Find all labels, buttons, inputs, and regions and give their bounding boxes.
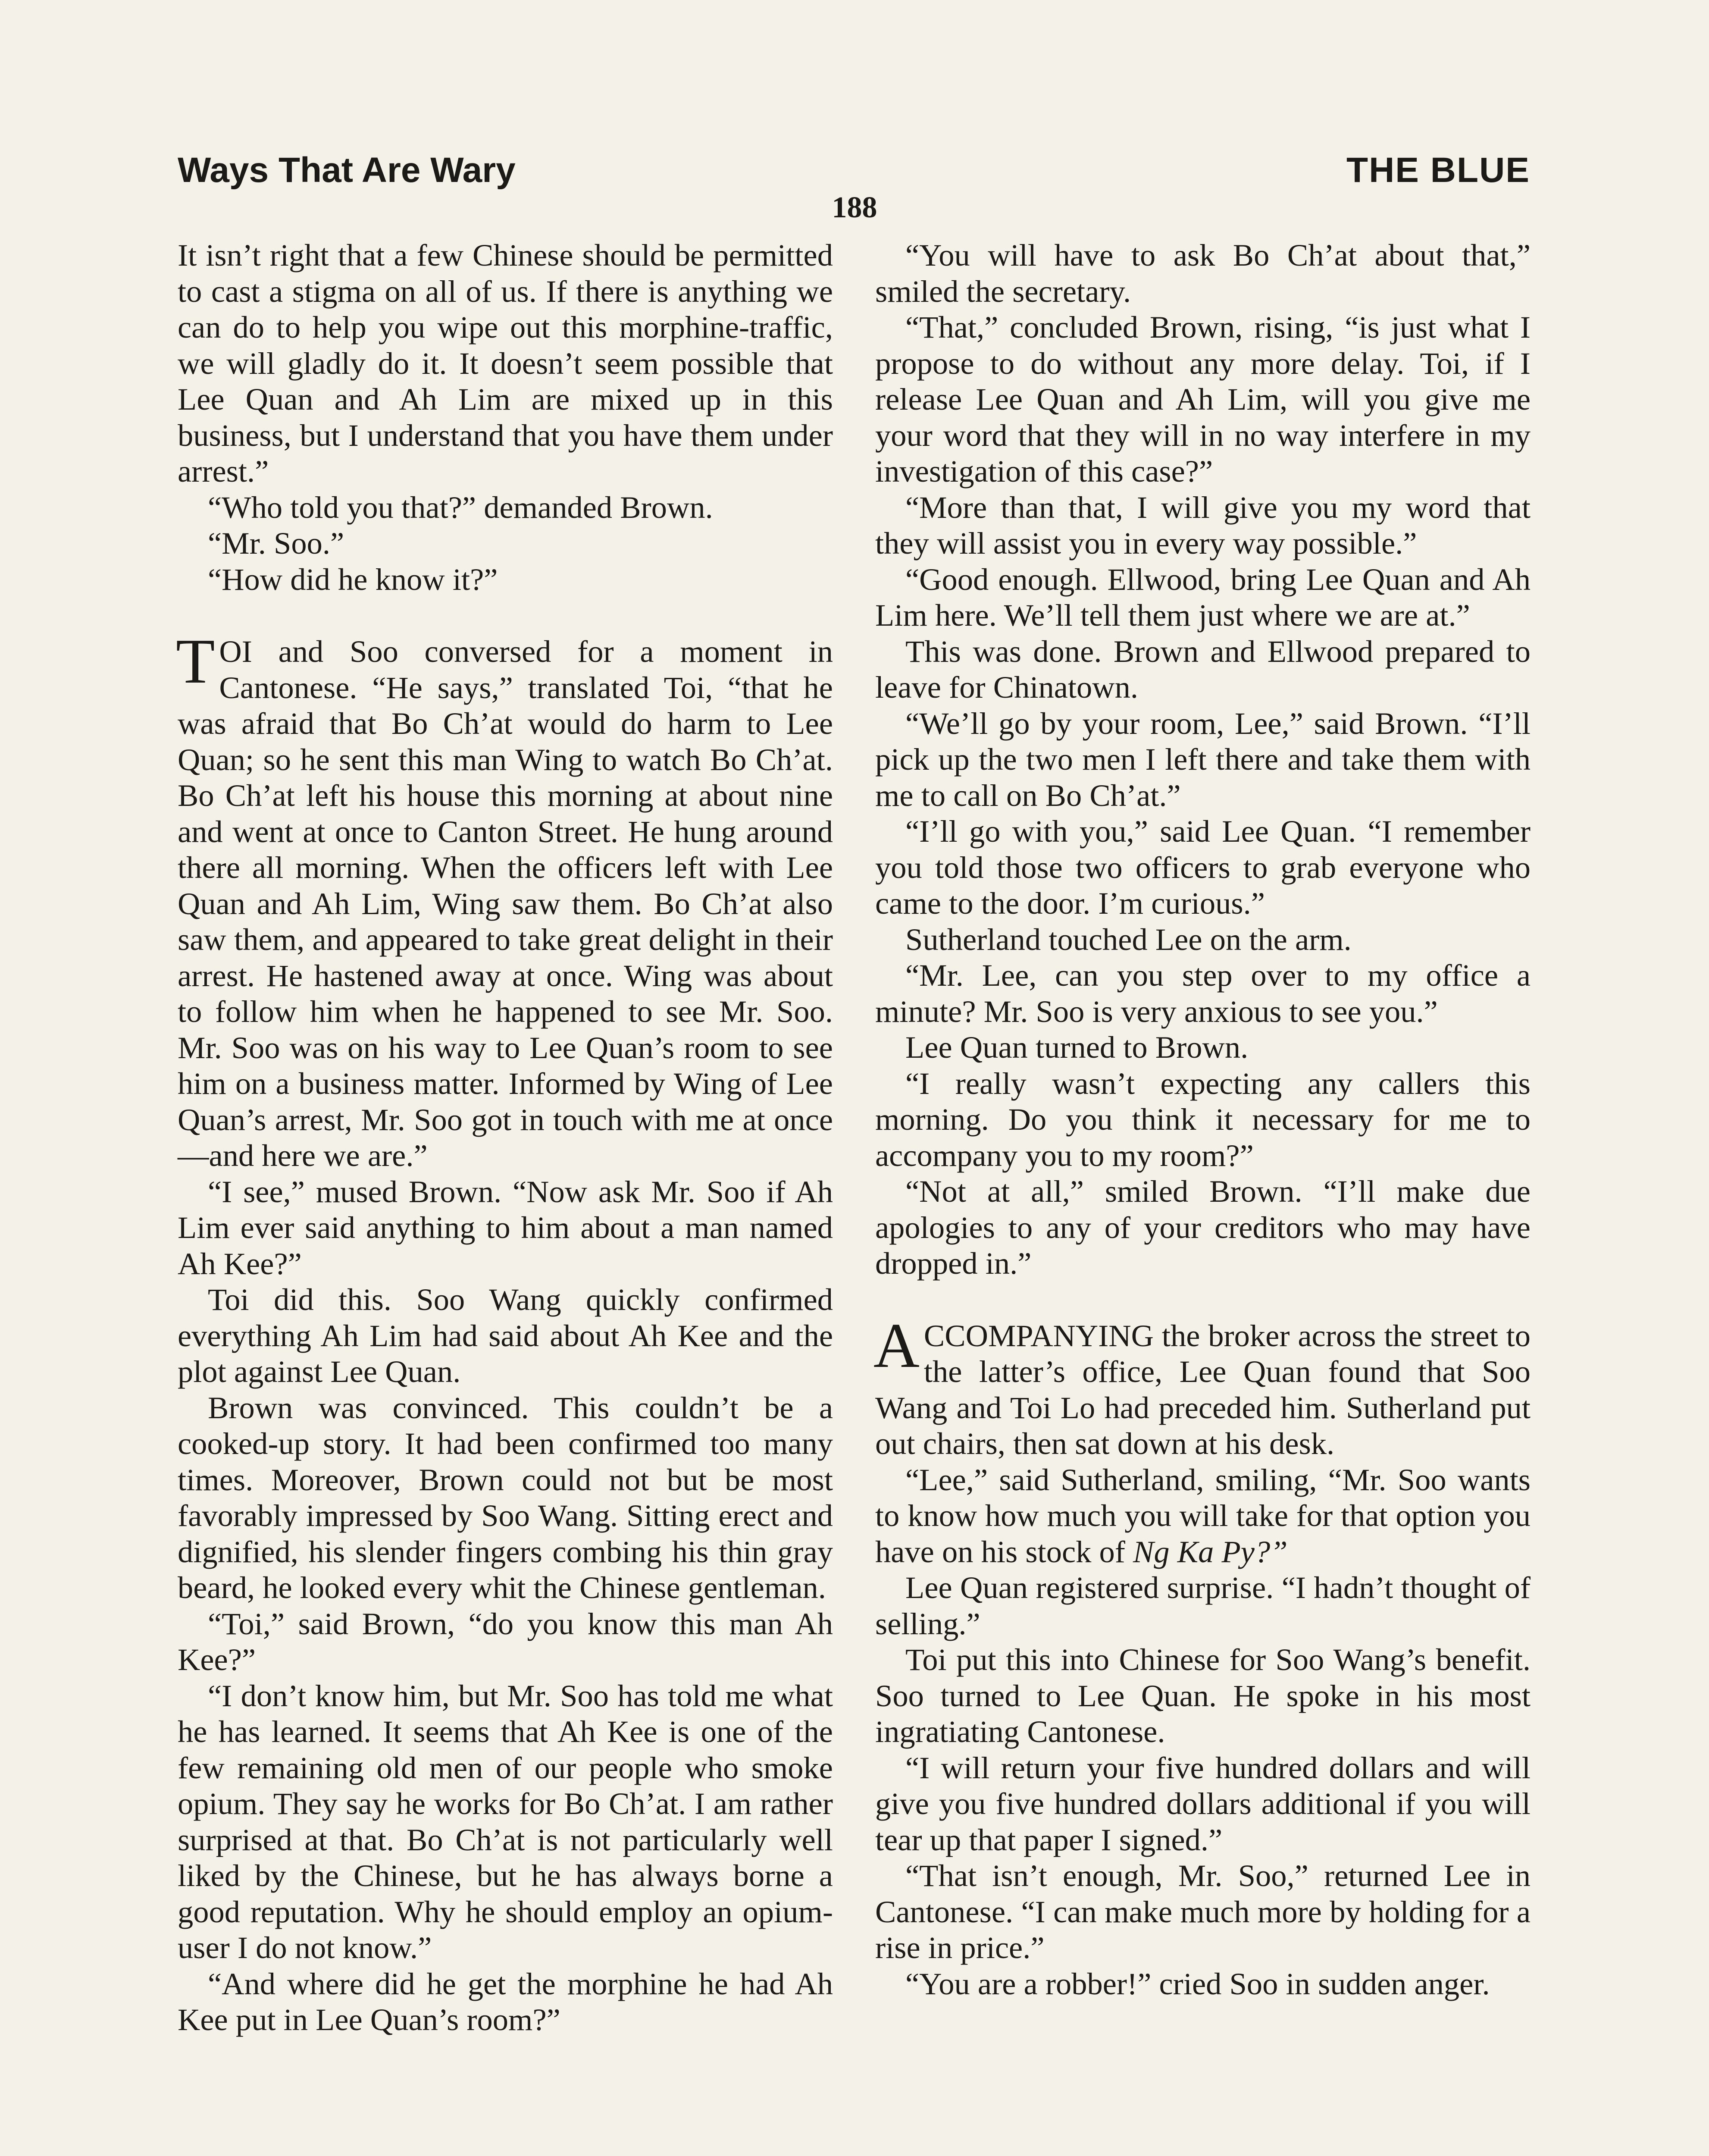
left-column bbox=[178, 237, 833, 2038]
paragraph: Lee Quan turned to Brown. bbox=[905, 1030, 1249, 1065]
paragraph: “I don’t know him, but Mr. Soo has told me what he has learned. It seems that Ah Kee is one of the few remaining old men of our people who smoke opium. They say he works for Bo Ch’at. I am rather surprised at that. Bo Ch’at is not particularly well liked by the Chinese, but he has always borne a good reputation. Why he should employ an opium-user I do not know.” bbox=[178, 1678, 833, 1965]
paragraph: “Mr. Lee, can you step over to my office a minute? Mr. Soo is very anxious to see you.” bbox=[875, 958, 1531, 1029]
stock-name: Ng Ka Py?” bbox=[1133, 1534, 1288, 1569]
paragraph: “Who told you that?” demanded Brown. bbox=[208, 489, 713, 525]
paragraph: “Not at all,” smiled Brown. “I’ll make due apologies to any of your creditors who may have dropped in.” bbox=[875, 1174, 1531, 1281]
paragraph: “I see,” mused Brown. “Now ask Mr. Soo if Ah Lim ever said anything to him about a man named Ah Kee?” bbox=[178, 1174, 833, 1281]
paragraph: “I’ll go with you,” said Lee Quan. “I remember you told those two officers to grab everyone who came to the door. I’m curious.” bbox=[875, 814, 1531, 921]
section-opening-paragraph bbox=[873, 1310, 1531, 1462]
paragraph: “And where did he get the morphine he had Ah Kee put in Lee Quan’s room?” bbox=[178, 1966, 833, 2037]
right-column bbox=[875, 237, 1531, 2002]
paragraph: Sutherland touched Lee on the arm. bbox=[905, 921, 1352, 957]
paragraph: It isn’t right that a few Chinese should be permitted to cast a stigma on all of us. If there is anything we can do to help you wipe out this morphine-traffic, we will gladly do it. It doesn’t seem possible that Lee Quan and Ah Lim are mixed up in this business, but I understand that you have them under arrest.” bbox=[178, 238, 833, 489]
paragraph-text: CCOMPANYING the broker across the street to the latter’s office, Lee Quan found that Soo Wang and Toi Lo had preceded him. Sutherland put out chairs, then sat down at his desk. bbox=[875, 1318, 1531, 1461]
paragraph: This was done. Brown and Ellwood prepared to leave for Chinatown. bbox=[875, 633, 1531, 705]
paragraph: “That isn’t enough, Mr. Soo,” returned Lee in Cantonese. “I can make much more by holding for a rise in price.” bbox=[875, 1858, 1531, 1965]
paragraph: “You are a robber!” cried Soo in sudden anger. bbox=[905, 1966, 1490, 2001]
magazine-title: THE BLUE bbox=[1346, 150, 1530, 190]
story-title: Ways That Are Wary bbox=[178, 150, 516, 190]
paragraph: “We’ll go by your room, Lee,” said Brown. “I’ll pick up the two men I left there and take them with me to call on Bo Ch’at.” bbox=[875, 705, 1531, 813]
paragraph: Lee Quan registered surprise. “I hadn’t thought of selling.” bbox=[875, 1570, 1531, 1641]
paragraph-text: “Lee,” said Sutherland, smiling, “Mr. Soo wants to know how much you will take for that option you have on his stock of bbox=[875, 1462, 1531, 1569]
paragraph: “Toi,” said Brown, “do you know this man Ah Kee?” bbox=[178, 1606, 833, 1677]
paragraph bbox=[875, 1462, 1531, 1570]
paragraph: “You will have to ask Bo Ch’at about that,” smiled the secretary. bbox=[875, 238, 1531, 309]
paragraph: Brown was convinced. This couldn’t be a cooked-up story. It had been confirmed too many times. Moreover, Brown could not but be most favorably impressed by Soo Wang. Sitting erect and dignified, his slender fingers combing his thin gray beard, he looked every whit the Chinese gentleman. bbox=[178, 1390, 833, 1605]
paragraph: “How did he know it?” bbox=[208, 561, 498, 597]
paragraph: Toi did this. Soo Wang quickly confirmed everything Ah Lim had said about Ah Kee and the plot against Lee Quan. bbox=[178, 1282, 833, 1389]
page-number: 188 bbox=[832, 191, 877, 224]
paragraph: “Good enough. Ellwood, bring Lee Quan and Ah Lim here. We’ll tell them just where we are at.” bbox=[875, 561, 1531, 633]
paragraph: “I will return your five hundred dollars and will give you five hundred dollars additional if you will tear up that paper I signed.” bbox=[875, 1750, 1531, 1857]
paragraph: “I really wasn’t expecting any callers this morning. Do you think it necessary for me to accompany you to my room?” bbox=[875, 1065, 1531, 1173]
paragraph: Toi put this into Chinese for Soo Wang’s benefit. Soo turned to Lee Quan. He spoke in his most ingratiating Cantonese. bbox=[875, 1642, 1531, 1749]
drop-cap: A bbox=[873, 1310, 920, 1381]
paragraph: “Mr. Soo.” bbox=[208, 526, 344, 561]
paragraph: “More than that, I will give you my word that they will assist you in every way possible.” bbox=[875, 489, 1531, 561]
drop-cap: T bbox=[176, 626, 215, 697]
paragraph-text: OI and Soo conversed for a moment in Cantonese. “He says,” translated Toi, “that he was afraid that Bo Ch’at would do harm to Lee Quan; so he sent this man Wing to watch Bo Ch’at. Bo Ch’at left his house this morning at about nine and went at once to Canton Street. He hung around there all morning. When the officers left with Lee Quan and Ah Lim, Wing saw them. Bo Ch’at also saw them, and appeared to take great delight in their arrest. He hastened away at once. Wing was about to follow him when he happened to see Mr. Soo. Mr. Soo was on his way to Lee Quan’s room to see him on a business matter. Informed by Wing of Lee Quan’s arrest, Mr. Soo got in touch with me at once—and here we are.” bbox=[178, 634, 833, 1173]
section-opening-paragraph bbox=[176, 626, 833, 1174]
paragraph: “That,” concluded Brown, rising, “is just what I propose to do without any more delay. Toi, if I release Lee Quan and Ah Lim, will you give me your word that they will in no way interfere in my investigation of this case?” bbox=[875, 310, 1531, 489]
